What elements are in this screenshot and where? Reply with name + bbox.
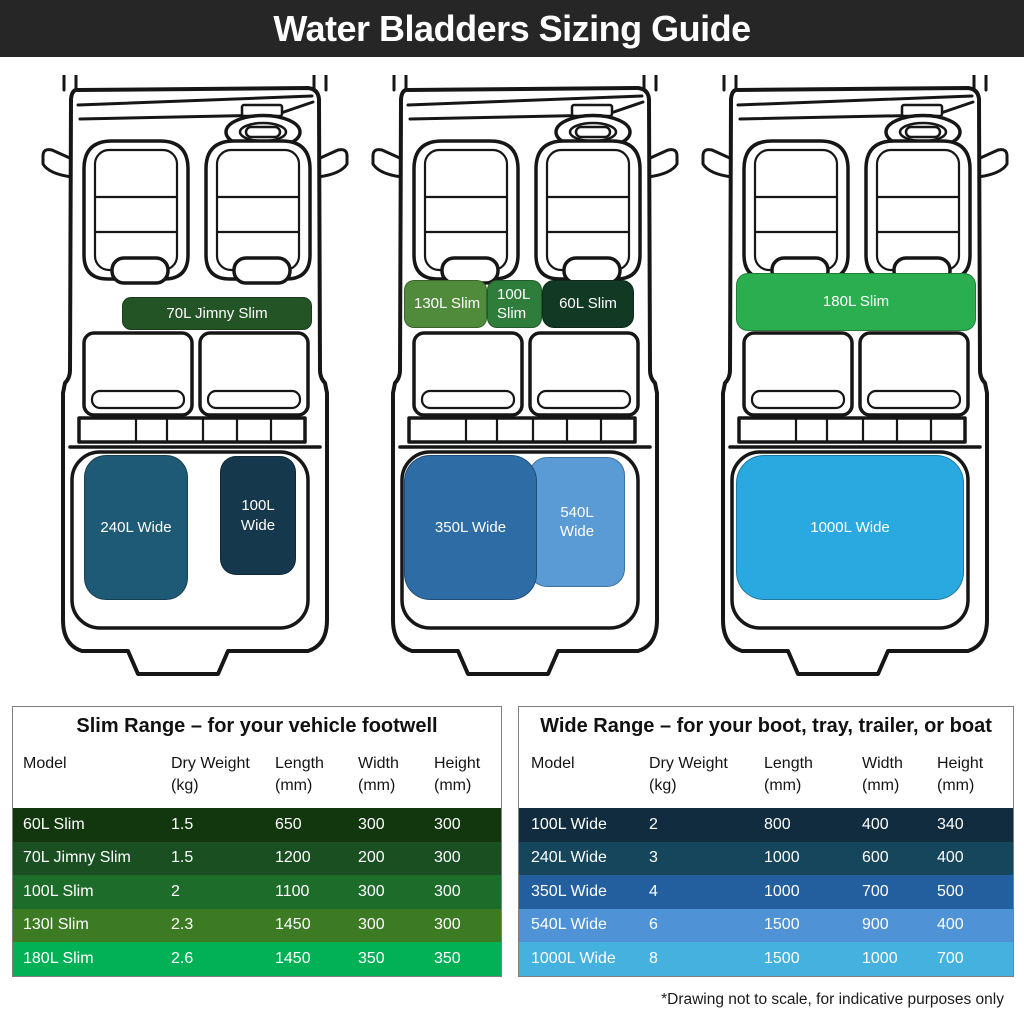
column-header-height	[937, 753, 1013, 796]
table-row	[13, 842, 501, 876]
column-header-label: Width	[862, 755, 903, 772]
cell-height: 300	[434, 882, 461, 900]
cell-height: 300	[434, 916, 461, 934]
page-title: Water Bladders Sizing Guide	[0, 0, 1024, 57]
cell-width: 200	[358, 849, 385, 867]
slim-range-table	[12, 706, 502, 977]
cell-width: 300	[358, 916, 385, 934]
slim-table-title: Slim Range – for your vehicle footwell	[76, 715, 438, 737]
table-row	[13, 942, 501, 976]
table-row	[519, 942, 1013, 976]
disclaimer-footnote: *Drawing not to scale, for indicative purposes only	[661, 991, 1004, 1008]
column-header-unit: (mm)	[358, 776, 396, 794]
column-header-label: Dry Weight	[649, 755, 728, 772]
wide-table-header-row	[519, 741, 1013, 808]
column-header-dry-weight	[649, 753, 764, 796]
table-row	[519, 875, 1013, 909]
cell-dry-weight: 3	[649, 849, 658, 867]
column-header-unit: (mm)	[434, 776, 472, 794]
column-header-unit: (mm)	[937, 776, 975, 794]
cell-height: 350	[434, 949, 461, 967]
column-header-unit: (mm)	[764, 776, 802, 794]
column-header-width	[358, 753, 434, 796]
column-header-dry-weight	[171, 753, 275, 796]
cell-dry-weight: 6	[649, 916, 658, 934]
cell-height: 300	[434, 815, 461, 833]
cell-width: 700	[862, 882, 889, 900]
column-header-length	[764, 753, 862, 796]
cell-dry-weight: 1.5	[171, 815, 194, 833]
cell-model: 180L Slim	[23, 949, 94, 967]
slim-table-header-row	[13, 741, 501, 808]
cell-length: 1000	[764, 882, 800, 900]
cell-width: 400	[862, 815, 889, 833]
vehicle-top-view-icon	[32, 75, 362, 697]
cell-width: 350	[358, 949, 385, 967]
cell-model: 240L Wide	[531, 849, 607, 867]
column-header-unit: (mm)	[275, 776, 313, 794]
bladder-70l-jimny-slim: 70L Jimny Slim	[122, 297, 312, 330]
bladder-1000l-wide: 1000L Wide	[736, 455, 964, 600]
cell-model: 130l Slim	[23, 916, 89, 934]
cell-length: 1200	[275, 849, 311, 867]
cell-model: 1000L Wide	[531, 949, 616, 967]
cell-height: 340	[937, 815, 964, 833]
cell-model: 350L Wide	[531, 882, 607, 900]
cell-length: 1100	[275, 882, 310, 900]
vehicle-diagram-1	[32, 75, 362, 697]
table-row	[519, 909, 1013, 943]
column-header-label: Width	[358, 755, 399, 772]
column-header-label: Dry Weight	[171, 755, 250, 772]
bladder-540l-wide: 540L Wide	[529, 457, 625, 587]
cell-model: 60L Slim	[23, 815, 85, 833]
cell-dry-weight: 1.5	[171, 849, 194, 867]
column-header-label: Height	[937, 755, 984, 772]
column-header-model	[531, 753, 649, 796]
column-header-height	[434, 753, 501, 796]
table-row	[13, 909, 501, 943]
cell-width: 300	[358, 882, 385, 900]
cell-dry-weight: 2.3	[171, 916, 194, 934]
wide-range-table	[518, 706, 1014, 977]
cell-model: 100L Wide	[531, 815, 607, 833]
column-header-model	[23, 753, 171, 796]
column-header-label: Height	[434, 755, 481, 772]
cell-width: 1000	[862, 949, 898, 967]
cell-height: 700	[937, 949, 964, 967]
cell-height: 300	[434, 849, 461, 867]
column-header-label: Length	[275, 755, 324, 772]
cell-length: 800	[764, 815, 791, 833]
cell-dry-weight: 2	[171, 882, 180, 900]
cell-width: 600	[862, 849, 889, 867]
cell-model: 70L Jimny Slim	[23, 849, 131, 867]
column-header-unit: (mm)	[862, 776, 900, 794]
cell-width: 900	[862, 916, 889, 934]
column-header-unit: (kg)	[649, 776, 677, 794]
column-header-length	[275, 753, 358, 796]
vehicle-diagram-2	[362, 75, 692, 697]
cell-model: 540L Wide	[531, 916, 607, 934]
cell-dry-weight: 4	[649, 882, 658, 900]
column-header-unit: (kg)	[171, 776, 199, 794]
bladder-100l-slim: 100L Slim	[487, 280, 542, 328]
cell-length: 1450	[275, 949, 311, 967]
cell-length: 1500	[764, 916, 800, 934]
cell-length: 1500	[764, 949, 800, 967]
cell-dry-weight: 2.6	[171, 949, 194, 967]
table-row	[13, 875, 501, 909]
cell-length: 1000	[764, 849, 800, 867]
bladder-240l-wide: 240L Wide	[84, 455, 188, 600]
column-header-label: Model	[531, 755, 575, 772]
bladder-130l-slim: 130L Slim	[404, 280, 487, 328]
cell-height: 400	[937, 849, 964, 867]
bladder-350l-wide: 350L Wide	[404, 455, 537, 600]
vehicle-top-view-icon	[362, 75, 692, 697]
cell-model: 100L Slim	[23, 882, 94, 900]
table-row	[519, 808, 1013, 842]
vehicle-diagram-3	[692, 75, 1022, 697]
column-header-label: Model	[23, 755, 67, 772]
column-header-label: Length	[764, 755, 813, 772]
cell-length: 650	[275, 815, 302, 833]
bladder-100l-wide: 100L Wide	[220, 456, 296, 575]
wide-table-title: Wide Range – for your boot, tray, trailer, or boat	[540, 715, 992, 737]
cell-dry-weight: 2	[649, 815, 658, 833]
cell-height: 400	[937, 916, 964, 934]
cell-width: 300	[358, 815, 385, 833]
table-row	[519, 842, 1013, 876]
vehicle-top-view-icon	[692, 75, 1022, 697]
bladder-180l-slim: 180L Slim	[736, 273, 976, 331]
cell-height: 500	[937, 882, 964, 900]
cell-length: 1450	[275, 916, 311, 934]
table-row	[13, 808, 501, 842]
cell-dry-weight: 8	[649, 949, 658, 967]
column-header-width	[862, 753, 937, 796]
bladder-60l-slim: 60L Slim	[542, 280, 634, 328]
